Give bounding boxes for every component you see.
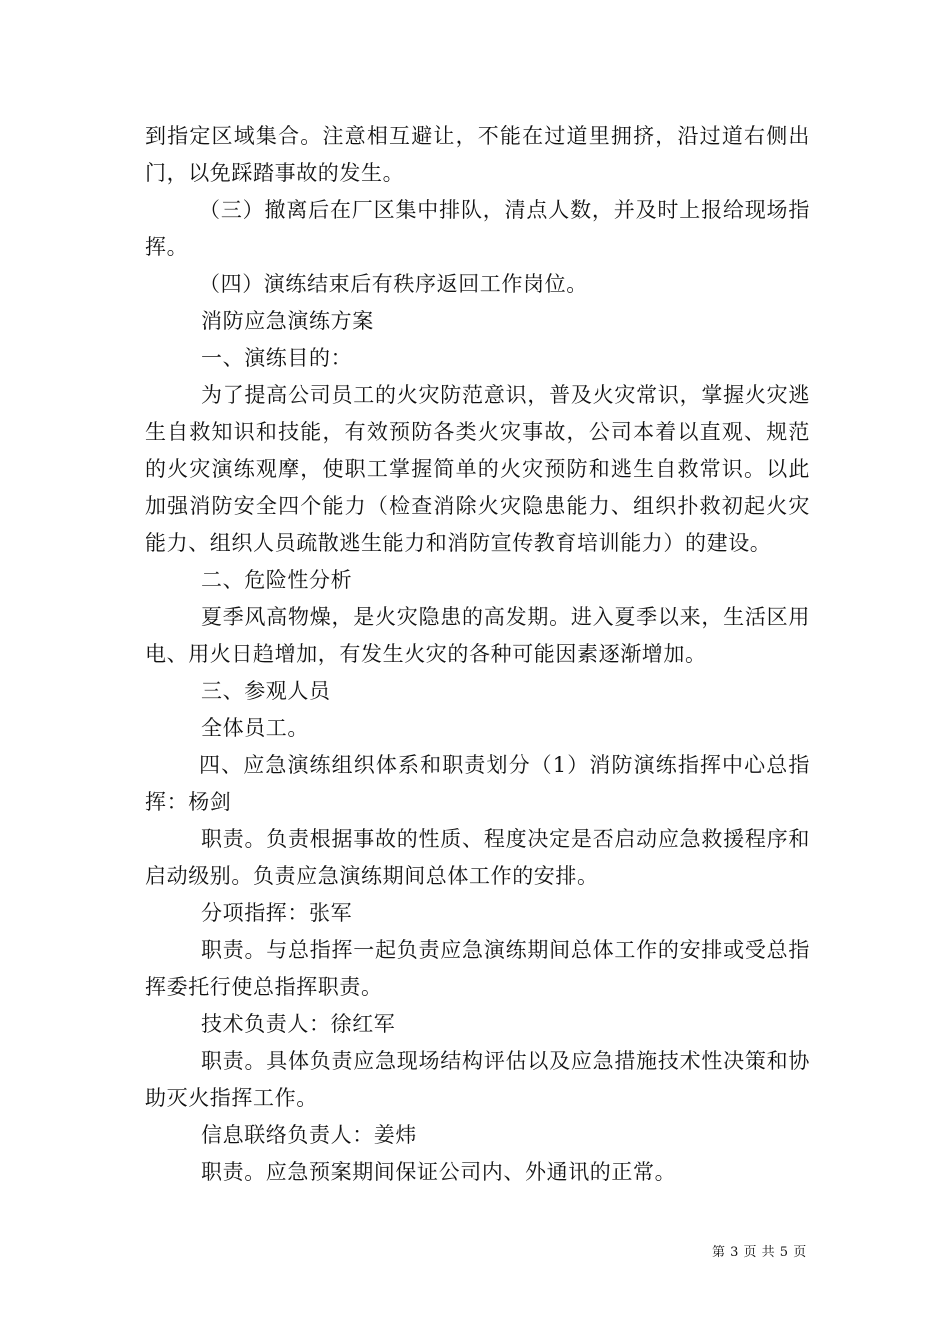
paragraph-evacuation-assembly: 到指定区域集合。注意相互避让，不能在过道里拥挤，沿过道右侧出门，以免踩踏事故的发生。 xyxy=(145,124,810,185)
paragraph-sub-commander: 分项指挥：张军 xyxy=(201,901,353,925)
paragraph-technical-lead-duties: 职责。具体负责应急现场结构评估以及应急措施技术性决策和协助灭火指挥工作。 xyxy=(145,1049,810,1110)
page-number-footer: 第 3 页 共 5 页 xyxy=(712,1245,807,1260)
paragraph-step-four: （四）演练结束后有秩序返回工作岗位。 xyxy=(199,272,588,296)
heading-risk-analysis: 二、危险性分析 xyxy=(201,568,353,592)
paragraph-step-three: （三）撤离后在厂区集中排队，清点人数，并及时上报给现场指挥。 xyxy=(145,198,810,259)
paragraph-drill-purpose: 为了提高公司员工的火灾防范意识，普及火灾常识，掌握火灾逃生自救知识和技能，有效预防各类火灾事故，公司本着以直观、规范的火灾演练观摩，使职工掌握简单的火灾预防和逃生自救常识。以此加强消防安全四个能力（检查消除火灾隐患能力、组织扑救初起火灾能力、组织人员疏散逃生能力和消防宣传教育培训能力）的建设。 xyxy=(145,383,810,555)
paragraph-participants: 全体员工。 xyxy=(201,716,309,740)
heading-organization: 四、应急演练组织体系和职责划分（1）消防演练指挥中心总指挥：杨剑 xyxy=(145,753,810,814)
paragraph-sub-commander-duties: 职责。与总指挥一起负责应急演练期间总体工作的安排或受总指挥委托行使总指挥职责。 xyxy=(145,938,810,999)
heading-participants: 三、参观人员 xyxy=(201,679,331,703)
paragraph-liaison-lead-duties: 职责。应急预案期间保证公司内、外通讯的正常。 xyxy=(201,1160,677,1184)
paragraph-technical-lead: 技术负责人：徐红军 xyxy=(201,1012,396,1036)
document-body xyxy=(145,118,810,1191)
section-title-fire-drill-plan: 消防应急演练方案 xyxy=(201,309,374,333)
heading-drill-purpose: 一、演练目的： xyxy=(201,346,353,370)
paragraph-risk-analysis: 夏季风高物燥，是火灾隐患的高发期。进入夏季以来，生活区用电、用火日趋增加，有发生火灾的各种可能因素逐渐增加。 xyxy=(145,605,810,666)
paragraph-commander-duties: 职责。负责根据事故的性质、程度决定是否启动应急救援程序和启动级别。负责应急演练期间总体工作的安排。 xyxy=(145,827,810,888)
paragraph-liaison-lead: 信息联络负责人：姜炜 xyxy=(201,1123,417,1147)
